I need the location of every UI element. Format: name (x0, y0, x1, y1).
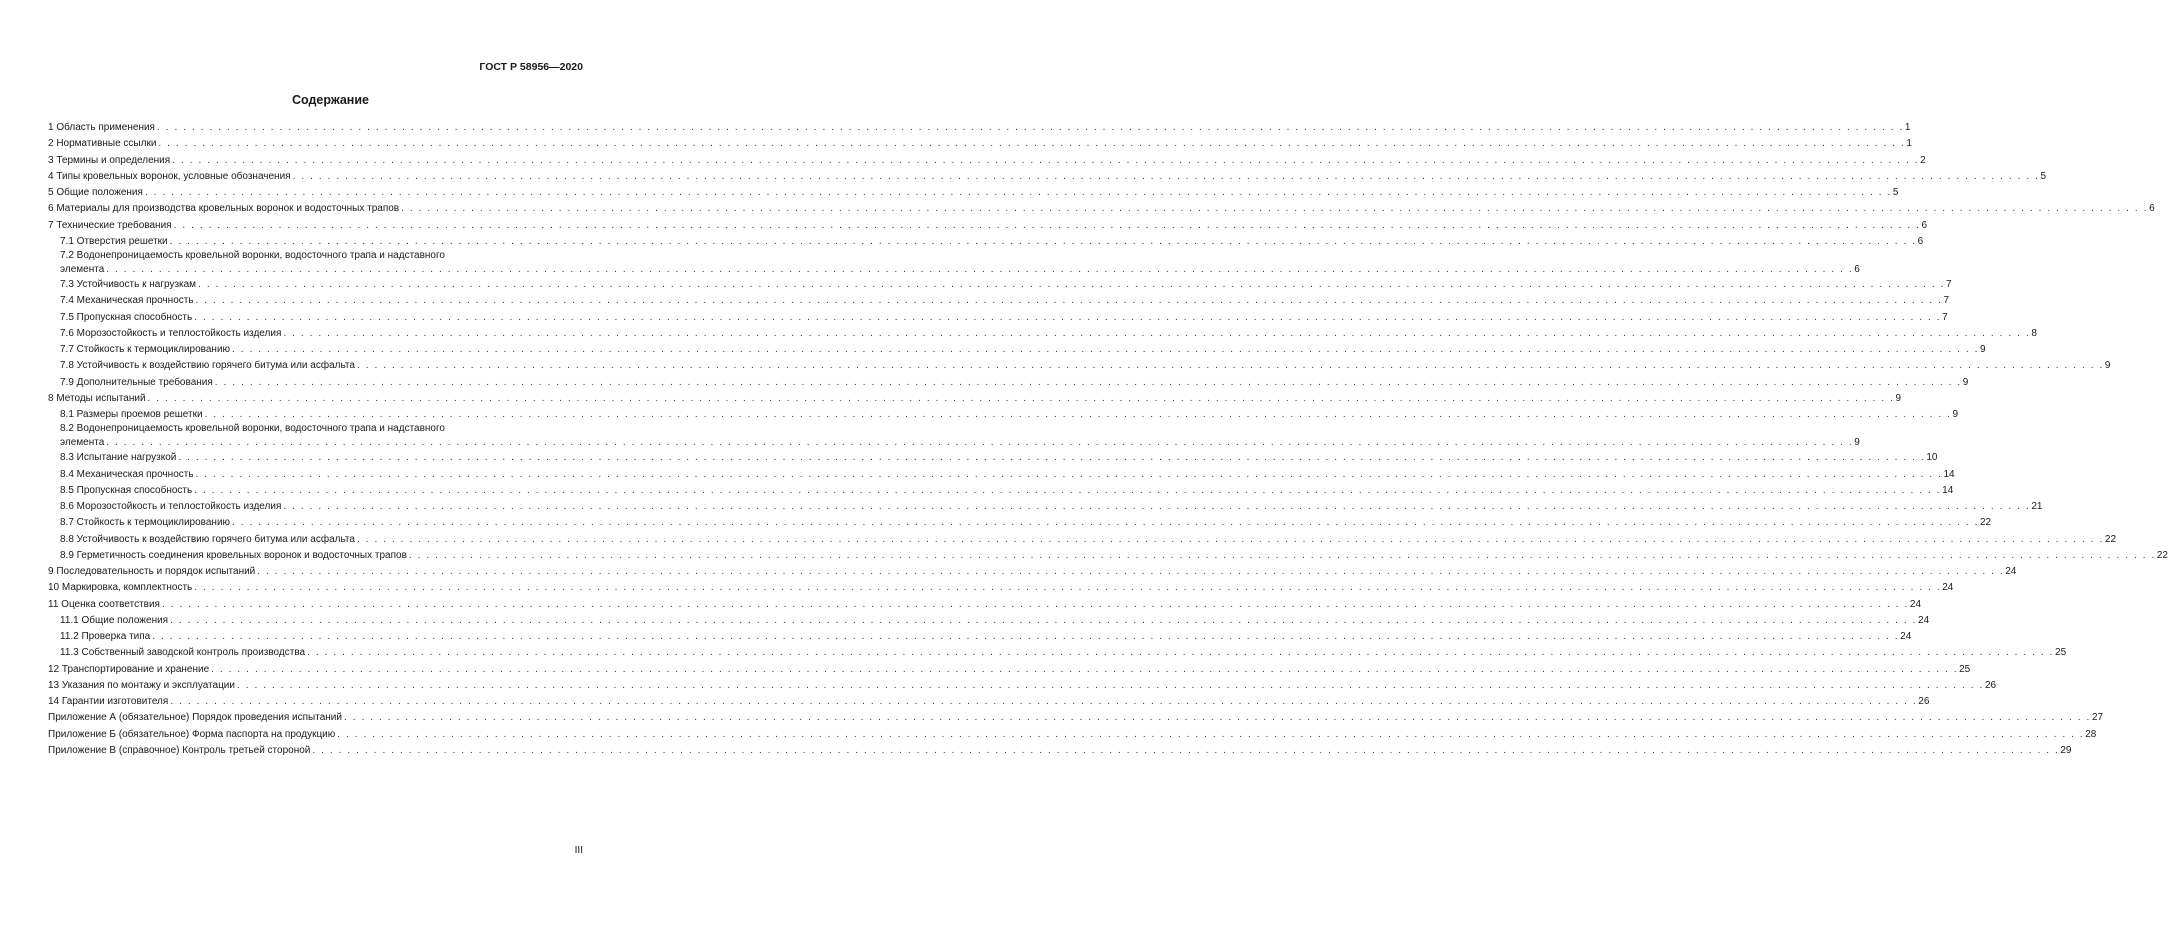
toc-entry[interactable] (48, 515, 1992, 531)
dot-leader: . . . . . . . . . . . . . . . . . . . . . . . . . . . . . . . . . . . . . . . . . . . . . . . . . . . . . . . . . . . . . . . . . . . . . . . . . . . . . . . . . . . . . . . . . . . . . . . . . . . . . . . . . . . . . . . . . . . . . . . . . . . . . . . . . . . . . . . . . . . . . . . . . . . . . . . . . . . . . . . . . . . . . . . . . . . . . . . . . . . . . . . . . . . . . . . . . . . . . . . . (147, 392, 1895, 404)
toc-entry-page: 9 (1979, 344, 1986, 355)
toc-entry[interactable] (48, 597, 1922, 613)
dot-leader: . . . . . . . . . . . . . . . . . . . . . . . . . . . . . . . . . . . . . . . . . . . . . . . . . . . . . . . . . . . . . . . . . . . . . . . . . . . . . . . . . . . . . . . . . . . . . . . . . . . . . . . . . . . . . . . . . . . . . . . . . . . . . . . . . . . . . . . . . . . . . . . . . . . . . . . . . . . . . . . . . . . . . . . . . . . . . . . . . . . . . . . . . . . . . . . . . . . . . . . . (257, 566, 2005, 577)
dot-leader: . . . . . . . . . . . . . . . . . . . . . . . . . . . . . . . . . . . . . . . . . . . . . . . . . . . . . . . . . . . . . . . . . . . . . . . . . . . . . . . . . . . . . . . . . . . . . . . . . . . . . . . . . . . . . . . . . . . . . . . . . . . . . . . . . . . . . . . . . . . . . . . . . . . . . . . . . . . . . . . . . . . . . . . . . . . . . . . . . . . . . . . . . . . . . . . . . . . . . . . . (232, 344, 1979, 355)
toc-entry-label: 7.4 Механическая прочность (60, 293, 196, 309)
toc-entry[interactable] (48, 326, 2037, 342)
toc-entry-page: 5 (1892, 187, 1899, 198)
toc-entry-page: 1 (1906, 138, 1912, 150)
toc-entry-label: 8.2 Водонепроницаемость кровельной воронки, водосточного трапа и надставного (60, 423, 445, 435)
dot-leader: . . . . . . . . . . . . . . . . . . . . . . . . . . . . . . . . . . . . . . . . . . . . . . . . . . . . . . . . . . . . . . . . . . . . . . . . . . . . . . . . . . . . . . . . . . . . . . . . . . . . . . . . . . . . . . . . . . . . . . . . . . . . . . . . . . . . . . . . . . . . . . . . . . . . . . . . . . . . . . . . . . . . . . . . . . . . . . . . . . . . . . . . . . . . . . . . . . . . . . . . (152, 631, 1900, 642)
toc-entry-label: 7.9 Дополнительные требования (60, 375, 215, 391)
dot-leader: . . . . . . . . . . . . . . . . . . . . . . . . . . . . . . . . . . . . . . . . . . . . . . . . . . . . . . . . . . . . . . . . . . . . . . . . . . . . . . . . . . . . . . . . . . . . . . . . . . . . . . . . . . . . . . . . . . . . . . . . . . . . . . . . . . . . . . . . . . . . . . . . . . . . . . . . . . . . . . . . . . . . . . . . . . . . . . . . . . . . . . . . . . . . . . . . . . . . . . . . (161, 598, 1909, 610)
toc-entry-label: 7.2 Водонепроницаемость кровельной воронки, водосточного трапа и надставного (60, 250, 445, 261)
toc-entry[interactable] (48, 564, 2017, 580)
dot-leader: . . . . . . . . . . . . . . . . . . . . . . . . . . . . . . . . . . . . . . . . . . . . . . . . . . . . . . . . . . . . . . . . . . . . . . . . . . . . . . . . . . . . . . . . . . . . . . . . . . . . . . . . . . . . . . . . . . . . . . . . . . . . . . . . . . . . . . . . . . . . . . . . . . . . . . . . . . . . . . . . . . . . . . . . . . . . . . . . . . . . . . . . . . . . . . . . . . . . . . . . (307, 647, 2055, 659)
toc-entry-label: 8.8 Устойчивость к воздействию горячего битума или асфальта (60, 532, 357, 548)
dot-leader: . . . . . . . . . . . . . . . . . . . . . . . . . . . . . . . . . . . . . . . . . . . . . . . . . . . . . . . . . . . . . . . . . . . . . . . . . . . . . . . . . . . . . . . . . . . . . . . . . . . . . . . . . . . . . . . . . . . . . . . . . . . . . . . . . . . . . . . . . . . . . . . . . . . . . . . . . . . . . . . . . . . . . . . . . . . . . . . . . . . . . . . . . . . . . . . . . . . . . . . . (170, 696, 1918, 707)
document-code: ГОСТ Р 58956—2020 (479, 61, 583, 73)
toc-entry[interactable] (48, 548, 2168, 564)
toc-entry-label: 8.5 Пропускная способность (60, 483, 194, 499)
toc-entry-label: Приложение В (справочное) Контроль третьей стороной (48, 743, 312, 759)
toc-entry[interactable] (48, 662, 1971, 678)
dot-leader: . . . . . . . . . . . . . . . . . . . . . . . . . . . . . . . . . . . . . . . . . . . . . . . . . . . . . . . . . . . . . . . . . . . . . . . . . . . . . . . . . . . . . . . . . . . . . . . . . . . . . . . . . . . . . . . . . . . . . . . . . . . . . . . . . . . . . . . . . . . . . . . . . . . . . . . . . . . . . . . . . . . . . . . . . . . . . . . . . . . . . . . . . . . . . . . . . . . . . . . . (204, 409, 1952, 420)
toc-entry-label: 14 Гарантии изготовителя (48, 694, 170, 710)
dot-leader: . . . . . . . . . . . . . . . . . . . . . . . . . . . . . . . . . . . . . . . . . . . . . . . . . . . . . . . . . . . . . . . . . . . . . . . . . . . . . . . . . . . . . . . . . . . . . . . . . . . . . . . . . . . . . . . . . . . . . . . . . . . . . . . . . . . . . . . . . . . . . . . . . . . . . . . . . . . . . . . . . . . . . . . . . . . . . . . . . . . . . . . . . . . . . . . . . . . . . . . . (195, 295, 1943, 307)
toc-entry-page: 22 (2156, 549, 2168, 561)
toc-entry-label: 7.8 Устойчивость к воздействию горячего битума или асфальта (60, 358, 357, 374)
dot-leader: . . . . . . . . . . . . . . . . . . . . . . . . . . . . . . . . . . . . . . . . . . . . . . . . . . . . . . . . . . . . . . . . . . . . . . . . . . . . . . . . . . . . . . . . . . . . . . . . . . . . . . . . . . . . . . . . . . . . . . . . . . . . . . . . . . . . . . . . . . . . . . . . . . . . . . . . . . . . . . . . . . . . . . . . . . . . . . . . . . . . . . . . . . . . . . . . . . . . . . . . (170, 614, 1918, 626)
toc-entry[interactable] (48, 185, 1899, 201)
toc-entry-page: 6 (1854, 264, 1860, 275)
toc-entry[interactable] (48, 169, 2047, 185)
toc-title: Содержание (291, 93, 369, 107)
toc-entry-label: 8.1 Размеры проемов решетки (60, 407, 205, 423)
dot-leader: . . . . . . . . . . . . . . . . . . . . . . . . . . . . . . . . . . . . . . . . . . . . . . . . . . . . . . . . . . . . . . . . . . . . . . . . . . . . . . . . . . . . . . . . . . . . . . . . . . . . . . . . . . . . . . . . . . . . . . . . . . . . . . . . . . . . . . . . . . . . . . . . . . . . . . . . . . . . . . . . . . . . . . . . . . . . . . . . . . . . . . . . . . . . . . . . . . . . . . . . (283, 327, 2031, 339)
toc-entry-page: 22 (1979, 517, 1992, 529)
toc-entry-page: 25 (1959, 663, 1971, 675)
toc-entry-page: 14 (1943, 468, 1955, 480)
toc-entry[interactable] (48, 277, 1952, 293)
toc-entry-page: 5 (2040, 170, 2047, 182)
dot-leader: . . . . . . . . . . . . . . . . . . . . . . . . . . . . . . . . . . . . . . . . . . . . . . . . . . . . . . . . . . . . . . . . . . . . . . . . . . . . . . . . . . . . . . . . . . . . . . . . . . . . . . . . . . . . . . . . . . . . . . . . . . . . . . . . . . . . . . . . . . . . . . . . . . . . . . . . . . . . . . . . . . . . . . . . . . . . . . . . . . . . . . . . . . . . . . . . . . . . . . . . (173, 219, 1921, 231)
toc-entry-label: 7.1 Отверстия решетки (60, 234, 170, 250)
toc-entry-label: 3 Термины и определения (48, 153, 172, 169)
dot-leader: . . . . . . . . . . . . . . . . . . . . . . . . . . . . . . . . . . . . . . . . . . . . . . . . . . . . . . . . . . . . . . . . . . . . . . . . . . . . . . . . . . . . . . . . . . . . . . . . . . . . . . . . . . . . . . . . . . . . . . . . . . . . . . . . . . . . . . . . . . . . . . . . . . . . . . . . . . . . . . . . . . . . . . . . . . . . . . . . . . . . . . . . . . . . . . . . . . . . . . . . (211, 663, 1959, 675)
dot-leader: . . . . . . . . . . . . . . . . . . . . . . . . . . . . . . . . . . . . . . . . . . . . . . . . . . . . . . . . . . . . . . . . . . . . . . . . . . . . . . . . . . . . . . . . . . . . . . . . . . . . . . . . . . . . . . . . . . . . . . . . . . . . . . . . . . . . . . . . . . . . . . . . . . . . . . . . . . . . . . . . . . . . . . . . . . . . . . . . . . . . . . . . . . . . . . . . . . . . . . . . (198, 279, 1946, 290)
toc-entry[interactable] (48, 310, 1948, 326)
toc-entry-label: 11.2 Проверка типа (60, 629, 152, 645)
toc-entry-label: 8.6 Морозостойкость и теплостойкость изделия (60, 499, 283, 515)
toc-entry-page: 7 (1942, 311, 1948, 323)
toc-entry-label: 10 Маркировка, комплектность (48, 580, 194, 596)
toc-entry-page: 29 (2060, 744, 2072, 756)
toc-entry[interactable] (48, 499, 2043, 515)
dot-leader: . . . . . . . . . . . . . . . . . . . . . . . . . . . . . . . . . . . . . . . . . . . . . . . . . . . . . . . . . . . . . . . . . . . . . . . . . . . . . . . . . . . . . . . . . . . . . . . . . . . . . . . . . . . . . . . . . . . . . . . . . . . . . . . . . . . . . . . . . . . . . . . . . . . . . . . . . . . . . . . . . . . . . . . . . . . . . . . . . . . . . . . . . . . . . . . . . . . . . . . . (194, 582, 1942, 594)
dot-leader: . . . . . . . . . . . . . . . . . . . . . . . . . . . . . . . . . . . . . . . . . . . . . . . . . . . . . . . . . . . . . . . . . . . . . . . . . . . . . . . . . . . . . . . . . . . . . . . . . . . . . . . . . . . . . . . . . . . . . . . . . . . . . . . . . . . . . . . . . . . . . . . . . . . . . . . . . . . . . . . . . . . . . . . . . . . . . . . . . . . . . . . . . . . . . . . . . . . . . . . . (356, 360, 2104, 372)
toc-entry[interactable] (48, 375, 1969, 391)
dot-leader: . . . . . . . . . . . . . . . . . . . . . . . . . . . . . . . . . . . . . . . . . . . . . . . . . . . . . . . . . . . . . . . . . . . . . . . . . . . . . . . . . . . . . . . . . . . . . . . . . . . . . . . . . . . . . . . . . . . . . . . . . . . . . . . . . . . . . . . . . . . . . . . . . . . . . . . . . . . . . . . . . . . . . . . . . . . . . . . . . . . . . . . . . . . . . . . . . . . . . . . . (144, 187, 1892, 198)
toc-entry-label: 2 Нормативные ссылки (48, 136, 158, 152)
toc-entry-page: 10 (1926, 452, 1938, 464)
toc-entry-label: 6 Материалы для производства кровельных воронок и водосточных трапов (48, 201, 401, 217)
toc-entry[interactable] (48, 201, 2155, 217)
toc-entry-label: 1 Область применения (48, 120, 157, 136)
dot-leader: . . . . . . . . . . . . . . . . . . . . . . . . . . . . . . . . . . . . . . . . . . . . . . . . . . . . . . . . . . . . . . . . . . . . . . . . . . . . . . . . . . . . . . . . . . . . . . . . . . . . . . . . . . . . . . . . . . . . . . . . . . . . . . . . . . . . . . . . . . . . . . . . . . . . . . . . . . . . . . . . . . . . . . . . . . . . . . . . . . . . . . . . . . . . . . . . . . . . . . . . (232, 517, 1979, 529)
toc-entry-page: 6 (2149, 203, 2155, 215)
dot-leader: . . . . . . . . . . . . . . . . . . . . . . . . . . . . . . . . . . . . . . . . . . . . . . . . . . . . . . . . . . . . . . . . . . . . . . . . . . . . . . . . . . . . . . . . . . . . . . . . . . . . . . . . . . . . . . . . . . . . . . . . . . . . . . . . . . . . . . . . . . . . . . . . . . . . . . . . . . . . . . . . . . . . . . . . . . . . . . . . . . . . . . . . . . . . . . . . . . . . . . . . (169, 235, 1917, 247)
toc-entry[interactable] (48, 483, 1954, 499)
toc-entry[interactable] (48, 450, 1938, 466)
toc-entry[interactable] (48, 694, 1930, 710)
table-of-contents (48, 120, 2168, 759)
toc-entry-page: 24 (1942, 582, 1954, 594)
toc-entry-page: 26 (1918, 696, 1930, 707)
dot-leader: . . . . . . . . . . . . . . . . . . . . . . . . . . . . . . . . . . . . . . . . . . . . . . . . . . . . . . . . . . . . . . . . . . . . . . . . . . . . . . . . . . . . . . . . . . . . . . . . . . . . . . . . . . . . . . . . . . . . . . . . . . . . . . . . . . . . . . . . . . . . . . . . . . . . . . . . . . . . . . . . . . . . . . . . . . . . . . . . . . . . . . . . . . . . . . . . . . . . . . . . (106, 437, 1854, 449)
toc-entry-label: Приложение Б (обязательное) Форма паспорта на продукцию (48, 727, 337, 743)
toc-entry-page: 24 (1900, 631, 1912, 642)
dot-leader: . . . . . . . . . . . . . . . . . . . . . . . . . . . . . . . . . . . . . . . . . . . . . . . . . . . . . . . . . . . . . . . . . . . . . . . . . . . . . . . . . . . . . . . . . . . . . . . . . . . . . . . . . . . . . . . . . . . . . . . . . . . . . . . . . . . . . . . . . . . . . . . . . . . . . . . . . . . . . . . . . . . . . . . . . . . . . . . . . . . . . . . . . . . . . . . . . . . . . . . . (172, 154, 1920, 166)
toc-entry-page: 6 (1921, 219, 1928, 231)
toc-entry[interactable] (48, 423, 1860, 450)
toc-entry-label: 7 Технические требования (48, 218, 174, 234)
toc-entry[interactable] (48, 645, 2067, 661)
toc-entry-label: 7.6 Морозостойкость и теплостойкость изделия (60, 326, 283, 342)
toc-entry[interactable] (48, 293, 1950, 309)
toc-entry[interactable] (48, 580, 1954, 596)
dot-leader: . . . . . . . . . . . . . . . . . . . . . . . . . . . . . . . . . . . . . . . . . . . . . . . . . . . . . . . . . . . . . . . . . . . . . . . . . . . . . . . . . . . . . . . . . . . . . . . . . . . . . . . . . . . . . . . . . . . . . . . . . . . . . . . . . . . . . . . . . . . . . . . . . . . . . . . . . . . . . . . . . . . . . . . . . . . . . . . . . . . . . . . . . . . . . . . . . . . . . . . . (236, 679, 1984, 691)
toc-entry-page: 8 (2031, 327, 2037, 339)
toc-entry-page: 21 (2031, 501, 2043, 512)
toc-entry-label-continued: элемента (60, 264, 105, 275)
toc-entry-page: 9 (1962, 376, 1969, 388)
toc-entry-page: 14 (1942, 484, 1954, 496)
dot-leader: . . . . . . . . . . . . . . . . . . . . . . . . . . . . . . . . . . . . . . . . . . . . . . . . . . . . . . . . . . . . . . . . . . . . . . . . . . . . . . . . . . . . . . . . . . . . . . . . . . . . . . . . . . . . . . . . . . . . . . . . . . . . . . . . . . . . . . . . . . . . . . . . . . . . . . . . . . . . . . . . . . . . . . . . . . . . . . . . . . . . . . . . . . . . . . . . . . . . . . . . (194, 311, 1942, 323)
toc-entry[interactable] (48, 532, 2117, 548)
toc-entry-page: 27 (2091, 712, 2104, 724)
toc-entry[interactable] (48, 218, 1928, 234)
toc-entry-label: Приложение А (обязательное) Порядок проведения испытаний (48, 710, 344, 726)
toc-entry-label: 7.7 Стойкость к термоциклированию (60, 342, 232, 358)
toc-entry-label: 7.3 Устойчивость к нагрузкам (60, 277, 198, 293)
toc-entry-label: 8.7 Стойкость к термоциклированию (60, 515, 232, 531)
toc-entry[interactable] (48, 629, 1912, 645)
toc-entry-label: 13 Указания по монтажу и эксплуатации (48, 678, 237, 694)
toc-entry[interactable] (48, 234, 1924, 250)
dot-leader: . . . . . . . . . . . . . . . . . . . . . . . . . . . . . . . . . . . . . . . . . . . . . . . . . . . . . . . . . . . . . . . . . . . . . . . . . . . . . . . . . . . . . . . . . . . . . . . . . . . . . . . . . . . . . . . . . . . . . . . . . . . . . . . . . . . . . . . . . . . . . . . . . . . . . . . . . . . . . . . . . . . . . . . . . . . . . . . . . . . . . . . . . . . . . . . . . . . . . . . . (283, 501, 2031, 512)
dot-leader: . . . . . . . . . . . . . . . . . . . . . . . . . . . . . . . . . . . . . . . . . . . . . . . . . . . . . . . . . . . . . . . . . . . . . . . . . . . . . . . . . . . . . . . . . . . . . . . . . . . . . . . . . . . . . . . . . . . . . . . . . . . . . . . . . . . . . . . . . . . . . . . . . . . . . . . . . . . . . . . . . . . . . . . . . . . . . . . . . . . . . . . . . . . . . . . . . . . . . . . . (356, 533, 2104, 545)
toc-entry-label: 8.3 Испытание нагрузкой (60, 450, 178, 466)
toc-entry-page: 6 (1917, 235, 1924, 247)
toc-entry[interactable] (48, 120, 1911, 136)
toc-entry[interactable] (48, 710, 2104, 726)
toc-entry[interactable] (48, 391, 1902, 407)
toc-entry-page: 24 (2005, 566, 2017, 577)
toc-entry-page: 9 (1895, 392, 1902, 404)
dot-leader: . . . . . . . . . . . . . . . . . . . . . . . . . . . . . . . . . . . . . . . . . . . . . . . . . . . . . . . . . . . . . . . . . . . . . . . . . . . . . . . . . . . . . . . . . . . . . . . . . . . . . . . . . . . . . . . . . . . . . . . . . . . . . . . . . . . . . . . . . . . . . . . . . . . . . . . . . . . . . . . . . . . . . . . . . . . . . . . . . . . . . . . . . . . . . . . . . . . . . . . . (292, 170, 2040, 182)
toc-entry-label: 9 Последовательность и порядок испытаний (48, 564, 257, 580)
toc-entry-label: 5 Общие положения (48, 185, 145, 201)
toc-entry-page: 7 (1943, 295, 1950, 307)
toc-entry[interactable] (48, 358, 2111, 374)
toc-entry-page: 9 (1952, 409, 1959, 420)
page-number: III (574, 845, 583, 856)
toc-entry-page: 7 (1946, 279, 1952, 290)
toc-entry-label: 11 Оценка соответствия (48, 597, 162, 613)
toc-entry-label: 11.3 Собственный заводской контроль производства (60, 645, 307, 661)
dot-leader: . . . . . . . . . . . . . . . . . . . . . . . . . . . . . . . . . . . . . . . . . . . . . . . . . . . . . . . . . . . . . . . . . . . . . . . . . . . . . . . . . . . . . . . . . . . . . . . . . . . . . . . . . . . . . . . . . . . . . . . . . . . . . . . . . . . . . . . . . . . . . . . . . . . . . . . . . . . . . . . . . . . . . . . . . . . . . . . . . . . . . . . . . . . . . . . . . . . . . . . . (408, 549, 2156, 561)
toc-entry[interactable] (48, 407, 1959, 423)
toc-entry-page: 2 (1920, 154, 1926, 166)
dot-leader: . . . . . . . . . . . . . . . . . . . . . . . . . . . . . . . . . . . . . . . . . . . . . . . . . . . . . . . . . . . . . . . . . . . . . . . . . . . . . . . . . . . . . . . . . . . . . . . . . . . . . . . . . . . . . . . . . . . . . . . . . . . . . . . . . . . . . . . . . . . . . . . . . . . . . . . . . . . . . . . . . . . . . . . . . . . . . . . . . . . . . . . . . . . . . . . . . . . . . . . . (401, 203, 2149, 215)
toc-entry-label: 4 Типы кровельных воронок, условные обозначения (48, 169, 293, 185)
toc-entry-page: 22 (2104, 533, 2117, 545)
dot-leader: . . . . . . . . . . . . . . . . . . . . . . . . . . . . . . . . . . . . . . . . . . . . . . . . . . . . . . . . . . . . . . . . . . . . . . . . . . . . . . . . . . . . . . . . . . . . . . . . . . . . . . . . . . . . . . . . . . . . . . . . . . . . . . . . . . . . . . . . . . . . . . . . . . . . . . . . . . . . . . . . . . . . . . . . . . . . . . . . . . . . . . . . . . . . . . . . . . . . . . . . (337, 728, 2085, 740)
dot-leader: . . . . . . . . . . . . . . . . . . . . . . . . . . . . . . . . . . . . . . . . . . . . . . . . . . . . . . . . . . . . . . . . . . . . . . . . . . . . . . . . . . . . . . . . . . . . . . . . . . . . . . . . . . . . . . . . . . . . . . . . . . . . . . . . . . . . . . . . . . . . . . . . . . . . . . . . . . . . . . . . . . . . . . . . . . . . . . . . . . . . . . . . . . . . . . . . . . . . . . . . (158, 138, 1906, 150)
toc-entry[interactable] (48, 467, 1955, 483)
toc-entry[interactable] (48, 250, 1860, 277)
dot-leader: . . . . . . . . . . . . . . . . . . . . . . . . . . . . . . . . . . . . . . . . . . . . . . . . . . . . . . . . . . . . . . . . . . . . . . . . . . . . . . . . . . . . . . . . . . . . . . . . . . . . . . . . . . . . . . . . . . . . . . . . . . . . . . . . . . . . . . . . . . . . . . . . . . . . . . . . . . . . . . . . . . . . . . . . . . . . . . . . . . . . . . . . . . . . . . . . . . . . . . . . (156, 122, 1904, 133)
toc-entry-page: 25 (2055, 647, 2067, 659)
dot-leader: . . . . . . . . . . . . . . . . . . . . . . . . . . . . . . . . . . . . . . . . . . . . . . . . . . . . . . . . . . . . . . . . . . . . . . . . . . . . . . . . . . . . . . . . . . . . . . . . . . . . . . . . . . . . . . . . . . . . . . . . . . . . . . . . . . . . . . . . . . . . . . . . . . . . . . . . . . . . . . . . . . . . . . . . . . . . . . . . . . . . . . . . . . . . . . . . . . . . . . . . (343, 712, 2091, 724)
toc-entry[interactable] (48, 727, 2097, 743)
dot-leader: . . . . . . . . . . . . . . . . . . . . . . . . . . . . . . . . . . . . . . . . . . . . . . . . . . . . . . . . . . . . . . . . . . . . . . . . . . . . . . . . . . . . . . . . . . . . . . . . . . . . . . . . . . . . . . . . . . . . . . . . . . . . . . . . . . . . . . . . . . . . . . . . . . . . . . . . . . . . . . . . . . . . . . . . . . . . . . . . . . . . . . . . . . . . . . . . . . . . . . . . (178, 452, 1926, 464)
dot-leader: . . . . . . . . . . . . . . . . . . . . . . . . . . . . . . . . . . . . . . . . . . . . . . . . . . . . . . . . . . . . . . . . . . . . . . . . . . . . . . . . . . . . . . . . . . . . . . . . . . . . . . . . . . . . . . . . . . . . . . . . . . . . . . . . . . . . . . . . . . . . . . . . . . . . . . . . . . . . . . . . . . . . . . . . . . . . . . . . . . . . . . . . . . . . . . . . . . . . . . . . (214, 376, 1962, 388)
toc-entry-page: 24 (1918, 614, 1930, 626)
toc-entry-label: 8 Методы испытаний (48, 391, 148, 407)
toc-entry[interactable] (48, 743, 2072, 759)
toc-entry[interactable] (48, 153, 1926, 169)
toc-entry-label: 8.4 Механическая прочность (60, 467, 196, 483)
dot-leader: . . . . . . . . . . . . . . . . . . . . . . . . . . . . . . . . . . . . . . . . . . . . . . . . . . . . . . . . . . . . . . . . . . . . . . . . . . . . . . . . . . . . . . . . . . . . . . . . . . . . . . . . . . . . . . . . . . . . . . . . . . . . . . . . . . . . . . . . . . . . . . . . . . . . . . . . . . . . . . . . . . . . . . . . . . . . . . . . . . . . . . . . . . . . . . . . . . . . . . . . (312, 744, 2060, 756)
toc-entry-label: 7.5 Пропускная способность (60, 310, 194, 326)
toc-entry-label: 12 Транспортирование и хранение (48, 662, 211, 678)
dot-leader: . . . . . . . . . . . . . . . . . . . . . . . . . . . . . . . . . . . . . . . . . . . . . . . . . . . . . . . . . . . . . . . . . . . . . . . . . . . . . . . . . . . . . . . . . . . . . . . . . . . . . . . . . . . . . . . . . . . . . . . . . . . . . . . . . . . . . . . . . . . . . . . . . . . . . . . . . . . . . . . . . . . . . . . . . . . . . . . . . . . . . . . . . . . . . . . . . . . . . . . . (195, 468, 1943, 480)
toc-entry-label: 8.9 Герметичность соединения кровельных воронок и водосточных трапов (60, 548, 409, 564)
dot-leader: . . . . . . . . . . . . . . . . . . . . . . . . . . . . . . . . . . . . . . . . . . . . . . . . . . . . . . . . . . . . . . . . . . . . . . . . . . . . . . . . . . . . . . . . . . . . . . . . . . . . . . . . . . . . . . . . . . . . . . . . . . . . . . . . . . . . . . . . . . . . . . . . . . . . . . . . . . . . . . . . . . . . . . . . . . . . . . . . . . . . . . . . . . . . . . . . . . . . . . . . (194, 484, 1942, 496)
toc-entry-page: 26 (1984, 679, 1997, 691)
toc-entry-page: 1 (1904, 122, 1911, 133)
dot-leader: . . . . . . . . . . . . . . . . . . . . . . . . . . . . . . . . . . . . . . . . . . . . . . . . . . . . . . . . . . . . . . . . . . . . . . . . . . . . . . . . . . . . . . . . . . . . . . . . . . . . . . . . . . . . . . . . . . . . . . . . . . . . . . . . . . . . . . . . . . . . . . . . . . . . . . . . . . . . . . . . . . . . . . . . . . . . . . . . . . . . . . . . . . . . . . . . . . . . . . . . (106, 264, 1854, 275)
toc-entry-page: 24 (1909, 598, 1922, 610)
toc-entry-label-continued: элемента (60, 437, 105, 449)
toc-entry[interactable] (48, 136, 1912, 152)
toc-entry[interactable] (48, 342, 1986, 358)
toc-entry[interactable] (48, 678, 1997, 694)
toc-entry[interactable] (48, 613, 1930, 629)
toc-entry-page: 9 (2104, 360, 2111, 372)
toc-entry-page: 28 (2085, 728, 2097, 740)
toc-entry-page: 9 (1854, 437, 1860, 449)
toc-entry-label: 11.1 Общие положения (60, 613, 170, 629)
